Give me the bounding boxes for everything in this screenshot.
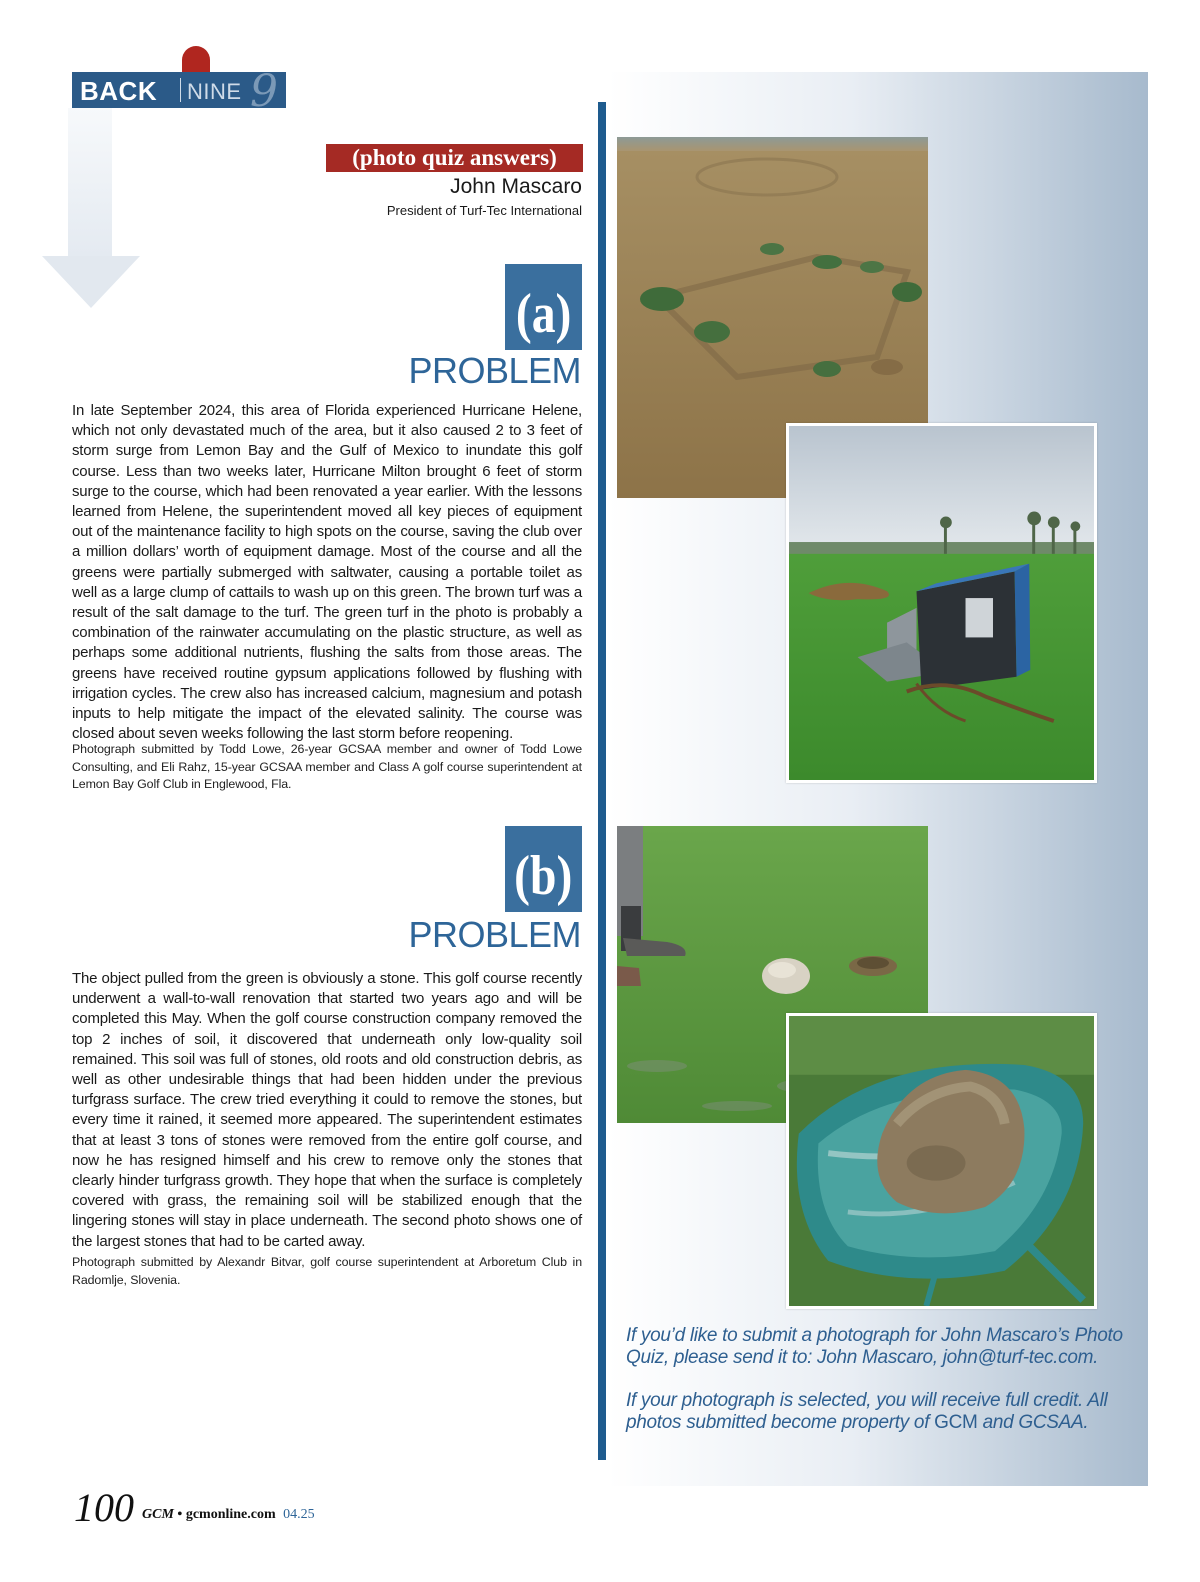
section-b-body: The object pulled from the green is obviously a stone. This golf course recently underwent a wall-to-wall renovation that started two years ago and will be completed this May. When the golf course construction company removed the top 2 inches of soil, it discovered that underneath only low-quality soil remained. This soil was full of stones, old roots and old construction debris, as well as other undesirable things that had been hidden under the previous turfgrass surface. The crew tried everything it could to remove the stones, but every time it rained, it seemed more appeared. The superintendent estimates that at least 3 tons of stones were removed from the entire golf course, and now he has resigned himself and his crew to remove only the stones that clearly hinder turfgrass growth. They hope that when the surface is completely covered with grass, the remaining soil will be stabilized enough that the lingering stones will stay in place underneath. The second photo shows one of the largest stones that had to be carted away. (72, 970, 582, 1250)
masthead-tab-decoration (182, 46, 210, 72)
section-a-letter-badge (505, 264, 582, 350)
section-a-letter: (a) (515, 283, 572, 345)
author-title: President of Turf-Tec International (386, 203, 582, 218)
masthead-nine-numeral: 9 (250, 66, 278, 117)
submit-credit-text: If your photograph is selected, you will receive full credit. All photos submitted become property of (626, 1390, 1108, 1433)
footer-site: gcmonline.com (185, 1507, 276, 1522)
photo-b-stone-in-wheelbarrow (786, 1013, 1097, 1309)
vertical-blue-rule (598, 102, 606, 1460)
section-a-credit: Photograph submitted by Todd Lowe, 26-year GCSAA member and owner of Todd Lowe Consulting, and Eli Rahz, 15-year GCSAA member and Class A golf course superintendent at Lemon Bay Golf Club in Englewood, Fla. (72, 742, 582, 791)
footer-bullet: • (177, 1507, 183, 1522)
submit-instructions: If you’d like to submit a photograph for John Mascaro’s Photo Quiz, please send it to: John Mascaro, john@turf-tec.com. (626, 1325, 1123, 1368)
footer-publication: GCM (142, 1507, 174, 1522)
submit-credit-gcm: GCM (934, 1412, 978, 1433)
masthead-nine-label: NINE (187, 79, 242, 104)
section-b-heading: PROBLEM (408, 914, 581, 955)
masthead-divider (180, 78, 181, 102)
footer-issue: 04.25 (283, 1507, 315, 1522)
section-b-letter: (b) (514, 845, 573, 907)
section-a-body: In late September 2024, this area of Florida experienced Hurricane Helene, which not only devastated much of the area, but it also caused 2 to 3 feet of storm surge from Lemon Bay and the Gulf of Mexico to inundate this golf course. Less than two weeks later, Hurricane Milton brought 6 feet of storm surge to the course, which had been renovated a year earlier. With the lessons learned from Helene, the superintendent moved all key pieces of equipment out of the maintenance facility to high spots on the course, saving the club over a million dollars’ worth of equipment damage. Most of the course and all the greens were partially submerged with saltwater, causing a portable toilet as well as a large clump of cattails to wash up on this green. The brown turf was a result of the salt damage to the turf. The green turf in the photo is probably a combination of the rainwater accumulating on the plastic structure, as well as perhaps some additional nutrients, flushing the salts from those areas. The greens have received routine gypsum applications followed by flushing with irrigation cycles. The crew also has increased calcium, magnesium and potash inputs to help mitigate the impact of the elevated salinity. The course was closed about seven weeks following the last storm before reopening. (72, 402, 582, 743)
author-name: John Mascaro (450, 175, 582, 198)
section-masthead (72, 66, 286, 117)
photo-quiz-answers-label: (photo quiz answers) (326, 144, 583, 172)
footer-publication-line (142, 1507, 315, 1523)
submit-credit-suffix: and GCSAA. (977, 1412, 1089, 1433)
section-b-letter-badge (505, 826, 582, 912)
masthead-back-label: BACK (80, 76, 158, 106)
down-arrow-shaft (68, 108, 112, 256)
down-arrow-icon (42, 256, 140, 308)
section-b-credit: Photograph submitted by Alexandr Bitvar, golf course superintendent at Arboretum Club in Radomlje, Slovenia. (72, 1255, 582, 1287)
submit-credit-note (626, 1390, 1126, 1434)
section-a-heading: PROBLEM (408, 350, 581, 391)
page-number: 100 (74, 1485, 134, 1530)
photo-a-portable-toilet (786, 423, 1097, 783)
